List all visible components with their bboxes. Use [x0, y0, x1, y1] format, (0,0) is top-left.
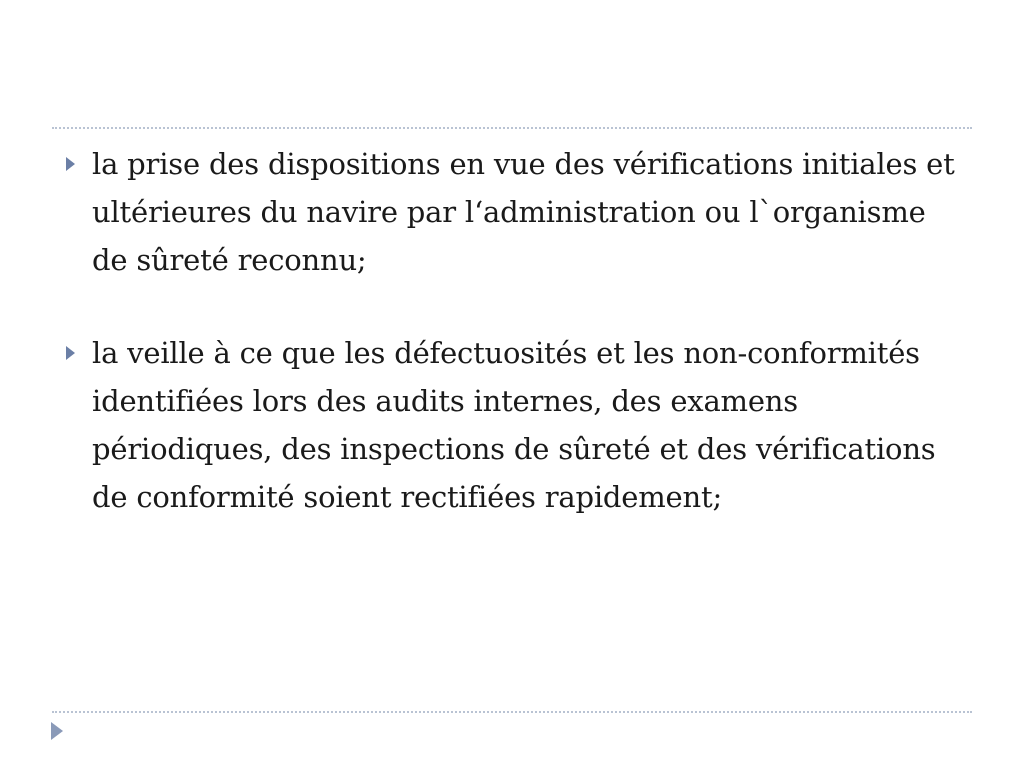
bullet-text: la veille à ce que les défectuosités et les non-conformités identifiées lors des audits internes, des examens périodiques, des inspections de sûreté et des vérifications de conformité soient rectifiées rapidement; — [92, 336, 936, 514]
top-divider — [52, 127, 972, 129]
bottom-divider — [52, 711, 972, 713]
triangle-bullet-icon — [66, 157, 75, 171]
bullet-list — [60, 140, 960, 521]
triangle-bullet-icon — [66, 346, 75, 360]
bullet-item — [60, 329, 960, 521]
bullet-text: la prise des dispositions en vue des vérifications initiales et ultérieures du navire par l‘administration ou l`organisme de sûreté reconnu; — [92, 147, 955, 277]
bullet-item — [60, 140, 960, 284]
next-slide-arrow-icon[interactable] — [51, 722, 63, 740]
